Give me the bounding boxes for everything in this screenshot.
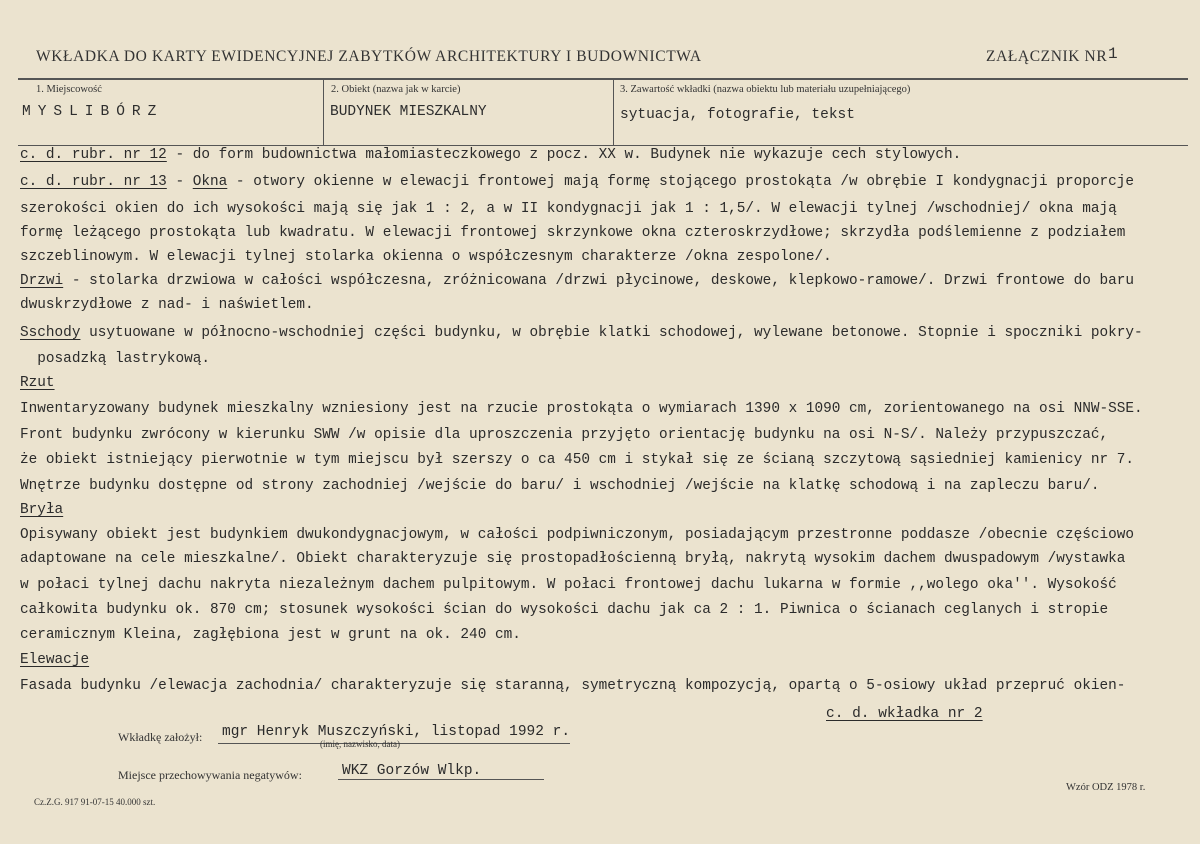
body-line: Inwentaryzowany budynek mieszkalny wzniesiony jest na rzucie prostokąta o wymiarach 1390 x 1090 cm, zorientowanego na osi NNW-SSE.: [20, 401, 1143, 417]
print-info: Cz.Z.G. 917 91-07-15 40.000 szt.: [34, 797, 156, 807]
section-heading-rzut: Rzut: [20, 375, 55, 391]
field-divider-2: [613, 78, 614, 145]
continuation-note: c. d. wkładka nr 2: [826, 706, 983, 722]
body-line: całkowita budynku ok. 870 cm; stosunek wysokości ścian do wysokości dachu jak ca 2 : 1. Piwnica o ścianach ceglanych i stropie: [20, 602, 1109, 618]
card-title: WKŁADKA DO KARTY EWIDENCYJNEJ ZABYTKÓW ARCHITEKTURY I BUDOWNICTWA: [36, 48, 702, 65]
contents-value: sytuacja, fotografie, tekst: [620, 107, 855, 123]
field-divider-1: [323, 78, 324, 145]
top-rule: [18, 78, 1188, 80]
body-line: [20, 147, 961, 163]
body-line: formę leżącego prostokąta lub kwadratu. W elewacji frontowej skrzynkowe okna czteroskrzydłowe; skrzydła podślemienne z podziałem: [20, 225, 1126, 241]
fields-bottom-rule: [18, 145, 1188, 146]
body-line: dwuskrzydłowe z nad- i naświetlem.: [20, 297, 314, 313]
section-heading-schody: Sschody: [20, 325, 81, 341]
locality-value: MYSLIBÓRZ: [22, 104, 164, 120]
body-line: ceramicznym Kleina, zagłębiona jest w grunt na ok. 240 cm.: [20, 627, 521, 643]
body-line: [20, 502, 63, 518]
body-line: Wnętrze budynku dostępne od strony zachodniej /wejście do baru/ i wschodniej /wejście na klatkę schodową i na zapleczu baru/.: [20, 478, 1100, 494]
body-line: że obiekt istniejący pierwotnie w tym miejscu był szerszy o ca 450 cm i stykał się ze ścianą szczytową sąsiedniej kamienicy nr 7.: [20, 452, 1135, 468]
locality-label: 1. Miejscowość: [36, 84, 102, 95]
body-line: szczeblinowym. W elewacji tylnej stolarka okienna o współczesnym charakterze /okna zespolone/.: [20, 249, 832, 265]
object-value: BUDYNEK MIESZKALNY: [330, 104, 487, 120]
body-line: Front budynku zwrócony w kierunku SWW /w opisie dla uproszczenia przyjęto orientację budynku na osi N-S/. Należy przypuszczać,: [20, 427, 1109, 443]
author-value: mgr Henryk Muszczyński, listopad 1992 r.: [222, 724, 571, 740]
object-label: 2. Obiekt (nazwa jak w karcie): [331, 84, 461, 95]
attachment-label: ZAŁĄCZNIK NR: [986, 48, 1108, 65]
section-heading-drzwi: Drzwi: [20, 273, 64, 289]
body-line: [20, 273, 1134, 289]
author-label: Wkładkę założył:: [118, 730, 203, 744]
body-line: [20, 325, 1143, 341]
body-line: c. d. rubr. nr 13 - Okna - otwory okienne w elewacji frontowej mają formę stojącego prostokąta /w obrębie I kondygnacji proporcje: [20, 174, 1135, 190]
section-heading-elewacje: Elewacje: [20, 652, 90, 668]
line-text: usytuowane w północno-wschodniej części budynku, w obrębie klatki schodowej, wylewane betonowe. Stopnie i spoczniki pokry-: [80, 325, 1143, 341]
negatives-label: Miejsce przechowywania negatywów:: [118, 768, 302, 782]
body-line: Opisywany obiekt jest budynkiem dwukondygnacjowym, w całości podpiwniczonym, posiadającym przestronne poddasze /obecnie częściowo: [20, 527, 1135, 543]
negatives-line: [338, 779, 544, 780]
line-text: - stolarka drzwiowa w całości współczesna, zróżnicowana /drzwi płycinowe, deskowe, klepkowo-ramowe/. Drzwi frontowe do baru: [63, 273, 1135, 289]
line-text: - do form budownictwa małomiasteczkowego z pocz. XX w. Budynek nie wykazuje cech stylowych.: [166, 147, 962, 163]
section-heading-bryla: Bryła: [20, 502, 64, 518]
section-ref: c. d. rubr. nr 12: [20, 147, 167, 163]
body-line: adaptowane na cele mieszkalne/. Obiekt charakteryzuje się prostopadłościenną bryłą, nakrytą wysokim dachem dwuspadowym /wystawka: [20, 551, 1126, 567]
author-hint: (imię, nazwisko, data): [320, 739, 400, 749]
form-template: Wzór ODZ 1978 r.: [1066, 782, 1146, 793]
contents-label: 3. Zawartość wkładki (nazwa obiektu lub materiału uzupełniającego): [620, 84, 911, 95]
line-text: - otwory okienne w elewacji frontowej mają formę stojącego prostokąta /w obrębie I kondygnacji proporcje: [227, 174, 1135, 190]
section-ref: c. d. rubr. nr 13: [20, 174, 167, 190]
body-line: [20, 375, 55, 391]
body-line: szerokości okien do ich wysokości mają się jak 1 : 2, a w II kondygnacji jak 1 : 1,5/. W elewacji tylnej /wschodniej/ okna mają: [20, 201, 1117, 217]
body-line: [20, 652, 89, 668]
section-heading-okna: Okna: [192, 174, 228, 190]
attachment-number: 1: [1108, 45, 1118, 63]
body-line: w połaci tylnej dachu nakryta niezależnym dachem pulpitowym. W połaci frontowej dachu lukarna w formie ,,wolego oka''. Wysokość: [20, 577, 1117, 593]
body-line: Fasada budynku /elewacja zachodnia/ charakteryzuje się staranną, symetryczną kompozycją, opartą o 5-osiowy układ przepruć okien-: [20, 678, 1126, 694]
negatives-value: WKZ Gorzów Wlkp.: [342, 763, 482, 779]
body-line: posadzką lastrykową.: [20, 351, 210, 367]
